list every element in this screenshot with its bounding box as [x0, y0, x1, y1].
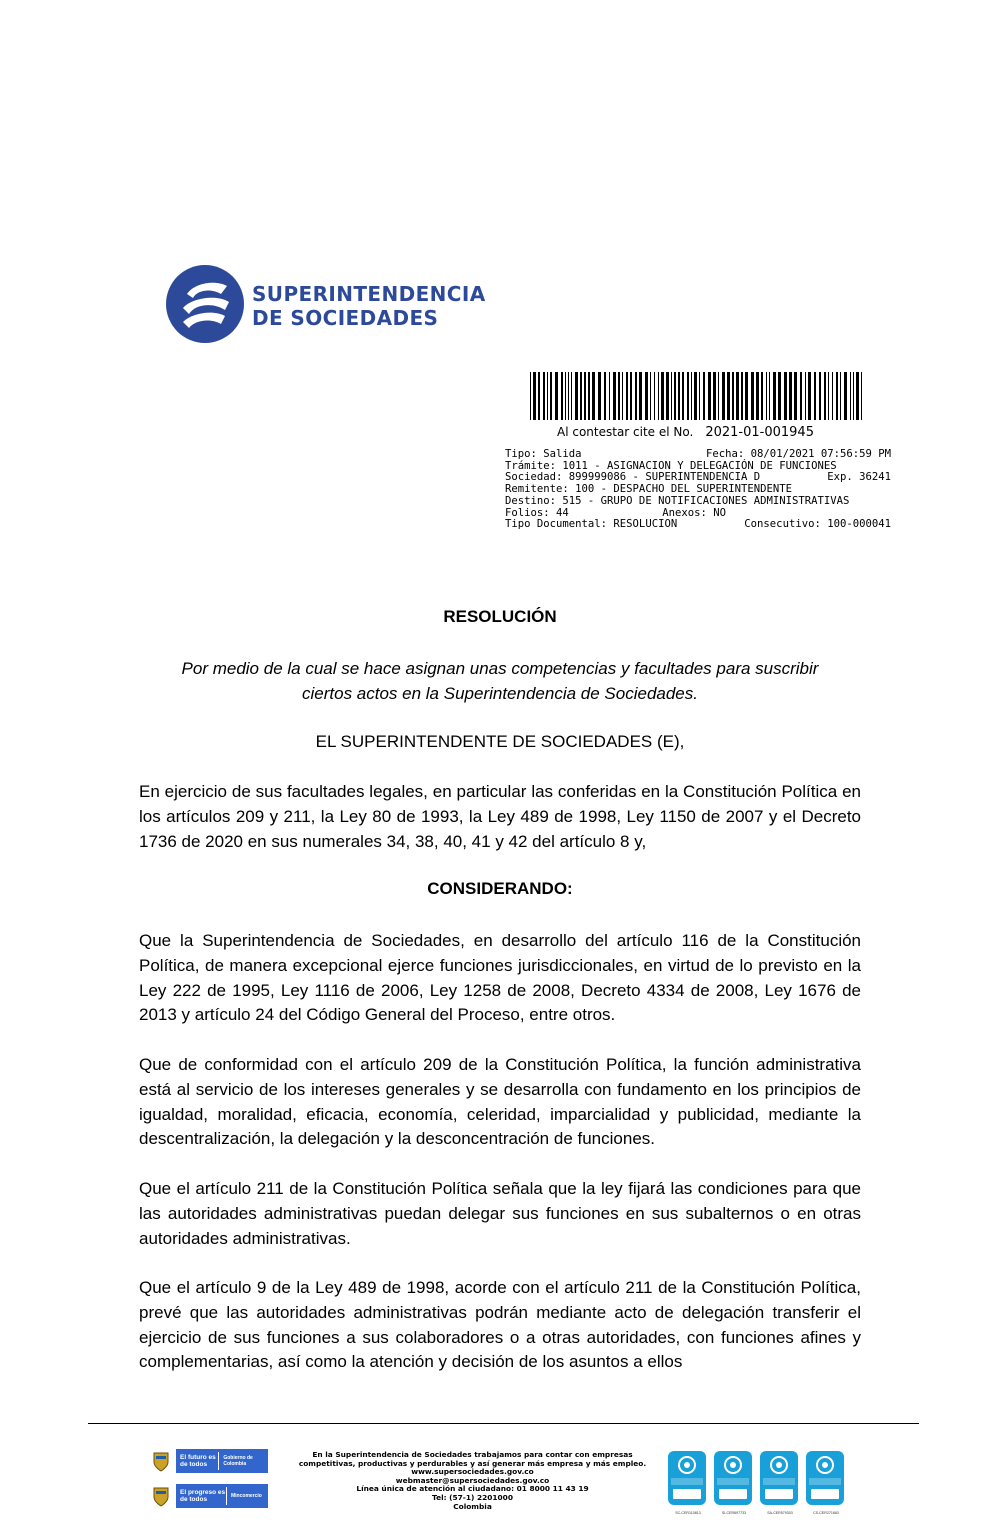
barcode-bar	[630, 372, 632, 420]
barcode-bar	[654, 372, 655, 420]
barcode-bar	[609, 372, 610, 420]
barcode-bar	[778, 372, 781, 420]
barcode-bar	[694, 372, 697, 420]
subtitle-line-1: Por medio de la cual se hace asignan unas competencias y facultades para suscribir	[181, 659, 819, 678]
filing-stamp	[505, 449, 891, 531]
barcode-bar	[850, 372, 851, 420]
barcode-bar	[626, 372, 628, 420]
barcode-bar	[588, 372, 590, 420]
barcode-bar	[819, 372, 821, 420]
barcode-bar	[844, 372, 847, 420]
barcode-bar	[565, 372, 566, 420]
barcode-bar	[691, 372, 692, 420]
badge-1-right: Gobierno de Colombia	[218, 1452, 268, 1470]
barcode-bar	[645, 372, 648, 420]
icontec-icon	[714, 1451, 752, 1505]
barcode-bar	[571, 372, 572, 420]
barcode-bar	[741, 372, 743, 420]
stamp-tipo-documental: Tipo Documental: RESOLUCION	[505, 518, 678, 531]
cert-code: SA-CER579303	[767, 1511, 793, 1515]
icontec-icon	[668, 1451, 706, 1505]
footer-line: Tel: (57-1) 2201000	[432, 1492, 513, 1502]
stamp-fecha: Fecha: 08/01/2021 07:56:59 PM	[706, 448, 891, 460]
barcode-bar	[773, 372, 776, 420]
barcode-bar	[808, 372, 811, 420]
stamp-row	[505, 519, 891, 531]
barcode-bar	[761, 372, 763, 420]
barcode-bar	[671, 372, 672, 420]
icontec-iso9001-seal	[668, 1451, 708, 1515]
footer-contact	[285, 1451, 660, 1511]
cite-number: 2021-01-001945	[705, 425, 814, 440]
considerando-paragraph-4: Que el artículo 9 de la Ley 489 de 1998, acorde con el artículo 211 de la Constitución Política, prevé que las autoridades administrativas podrán mediante acto de delegación transferir el ejercicio de sus funciones a sus colaboradores o a otras autoridades, con funciones afines y complementarias, así como la atención y decisión de los asuntos a ellos	[139, 1278, 861, 1372]
intro-paragraph: En ejercicio de sus facultades legales, en particular las conferidas en la Constitución Política en los artículos 209 y 211, la Ley 80 de 1993, la Ley 489 de 1998, Ley 1150 de 2007 y el Decreto 1736 de 2020 en sus numerales 34, 38, 40, 41 y 42 del artículo 8 y,	[139, 782, 861, 851]
barcode-bar	[745, 372, 748, 420]
barcode-bar	[666, 372, 669, 420]
stamp-consecutivo: Consecutivo: 100-000041	[744, 518, 891, 531]
cite-reference	[557, 425, 814, 440]
barcode-bar	[794, 372, 797, 420]
barcode-bar	[555, 372, 558, 420]
barcode-bar	[840, 372, 841, 420]
icontec-icon	[760, 1451, 798, 1505]
subtitle-line-2: ciertos actos en la Superintendencia de Sociedades.	[302, 684, 698, 703]
barcode-bar	[736, 372, 739, 420]
barcode-bar	[530, 372, 531, 420]
barcode-bar	[861, 372, 862, 420]
stamp-folios: Folios: 44	[505, 506, 569, 519]
barcode-bar	[687, 372, 689, 420]
barcode-bar	[678, 372, 680, 420]
stamp-row	[505, 449, 891, 461]
cert-code: SI-CER697733	[721, 1511, 747, 1515]
barcode-bar	[622, 372, 623, 420]
cite-label: Al contestar cite el No.	[557, 425, 694, 439]
barcode-bar	[543, 372, 545, 420]
footer-website-link[interactable]: www.supersociedades.gov.co	[411, 1467, 534, 1477]
barcode-bar	[580, 372, 582, 420]
barcode-bar	[832, 372, 833, 420]
gobierno-badge	[150, 1448, 270, 1474]
barcode-bar	[814, 372, 816, 420]
barcode-bar	[538, 372, 540, 420]
stamp-tipo: Tipo: Salida	[505, 448, 582, 460]
barcode-bar	[635, 372, 637, 420]
barcode-bar	[769, 372, 770, 420]
barcode-bar	[613, 372, 616, 420]
footer-line: competitivas, productivas y perdurables y así generar más empresa y más empleo.	[298, 1458, 647, 1468]
badge-2-right: Mincomercio	[226, 1487, 262, 1505]
cert-code: SC-CER110813	[675, 1511, 701, 1515]
stamp-remitente: Remitente: 100 - DESPACHO DEL SUPERINTENDENTE	[505, 483, 793, 496]
stamp-destino: Destino: 515 - GRUPO DE NOTIFICACIONES ADMINISTRATIVAS	[505, 494, 850, 507]
barcode-bar	[708, 372, 711, 420]
barcode-bar	[561, 372, 563, 420]
barcode-bar	[699, 372, 700, 420]
stamp-tramite: Trámite: 1011 - ASIGNACION Y DELEGACIÓN DE FUNCIONES	[505, 459, 837, 472]
barcode-bar	[756, 372, 759, 420]
document-subtitle	[100, 656, 900, 706]
barcode-bar	[766, 372, 767, 420]
document-title: RESOLUCIÓN	[443, 607, 557, 626]
logo-line-1: SUPERINTENDENCIA	[252, 282, 486, 306]
icontec-iso27001-seal	[714, 1451, 754, 1515]
barcode-bar	[713, 372, 716, 420]
barcode-bar	[727, 372, 730, 420]
barcode-bar	[533, 372, 536, 420]
considerando-paragraph-3: Que el artículo 211 de la Constitución Política señala que la ley fijará las condiciones para que las autoridades administrativas puedan delegar sus funciones en sus subalternos o en otras autoridades administrativas.	[139, 1179, 861, 1248]
logo-line-2: DE SOCIEDADES	[252, 306, 439, 330]
cert-code: CS-CER271683	[813, 1511, 839, 1515]
barcode-bar	[800, 372, 802, 420]
barcode-bar	[618, 372, 620, 420]
barcode-bar	[828, 372, 829, 420]
barcode-bar	[661, 372, 664, 420]
barcode-bar	[639, 372, 642, 420]
barcode-bar	[824, 372, 826, 420]
barcode-bar	[575, 372, 578, 420]
barcode-bar	[718, 372, 719, 420]
considerando-paragraph-2: Que de conformidad con el artículo 209 de la Constitución Política, la función administrativa está al servicio de los intereses generales y se desarrolla con fundamento en los principios de igualdad, moralidad, eficacia, economía, celeridad, imparcialidad y publicidad, mediante la descentralización, la delegación y la desconcentración de funciones.	[139, 1055, 861, 1149]
badge-1-left: El futuro es de todos	[180, 1454, 216, 1468]
barcode-bar	[650, 372, 651, 420]
barcode-bar	[853, 372, 854, 420]
barcode-bar	[836, 372, 838, 420]
stamp-sociedad: Sociedad: 899999086 - SUPERINTENDENCIA D	[505, 471, 761, 484]
supersociedades-logo	[165, 264, 495, 344]
barcode-bar	[732, 372, 734, 420]
icontec-servicios-seal	[806, 1451, 846, 1515]
supersociedades-emblem-icon	[165, 264, 245, 344]
colombia-crest-icon	[150, 1449, 172, 1473]
stamp-row	[505, 496, 891, 508]
footer-line: Línea única de atención al ciudadano: 01 8000 11 43 19	[356, 1484, 589, 1494]
barcode-bar	[658, 372, 659, 420]
barcode-bar	[703, 372, 705, 420]
barcode-bar	[550, 372, 552, 420]
barcode-bar	[598, 372, 601, 420]
barcode-bar	[751, 372, 754, 420]
barcode-bar	[547, 372, 548, 420]
stamp-anexos: Anexos: NO	[662, 506, 726, 519]
barcode-bar	[604, 372, 606, 420]
barcode	[530, 372, 865, 420]
barcode-bar	[584, 372, 586, 420]
barcode-bar	[805, 372, 806, 420]
certifications	[668, 1451, 848, 1515]
badge-2-left: El progreso es de todos	[180, 1489, 226, 1503]
barcode-bar	[682, 372, 684, 420]
considerando-heading: CONSIDERANDO:	[427, 879, 573, 898]
footer-email-link[interactable]: webmaster@supersociedades.gov.co	[395, 1475, 550, 1485]
barcode-bar	[592, 372, 595, 420]
footer-line: En la Superintendencia de Sociedades trabajamos para contar con empresas	[312, 1450, 633, 1459]
stamp-expediente: Exp. 36241	[827, 471, 891, 484]
considerando-paragraph-1: Que la Superintendencia de Sociedades, en desarrollo del artículo 116 de la Constitución Política, de manera excepcional ejerce funciones jurisdiccionales, en virtud de lo previsto en la Ley 222 de 1995, Ley 1116 de 2006, Ley 1258 de 2008, Decreto 4334 de 2008, Ley 1676 de 2013 y artículo 24 del Código General del Proceso, entre otros.	[139, 931, 861, 1025]
mincomercio-badge	[150, 1483, 270, 1509]
barcode-bar	[568, 372, 569, 420]
icontec-icon	[806, 1451, 844, 1505]
issuer: EL SUPERINTENDENTE DE SOCIEDADES (E),	[315, 732, 685, 751]
footer-divider	[88, 1423, 919, 1424]
barcode-bar	[674, 372, 676, 420]
barcode-bar	[784, 372, 787, 420]
footer-line: Colombia	[453, 1501, 492, 1511]
barcode-bar	[856, 372, 859, 420]
colombia-crest-icon	[150, 1484, 172, 1508]
icontec-iso14001-seal	[760, 1451, 800, 1515]
barcode-bar	[789, 372, 792, 420]
barcode-bar	[722, 372, 725, 420]
